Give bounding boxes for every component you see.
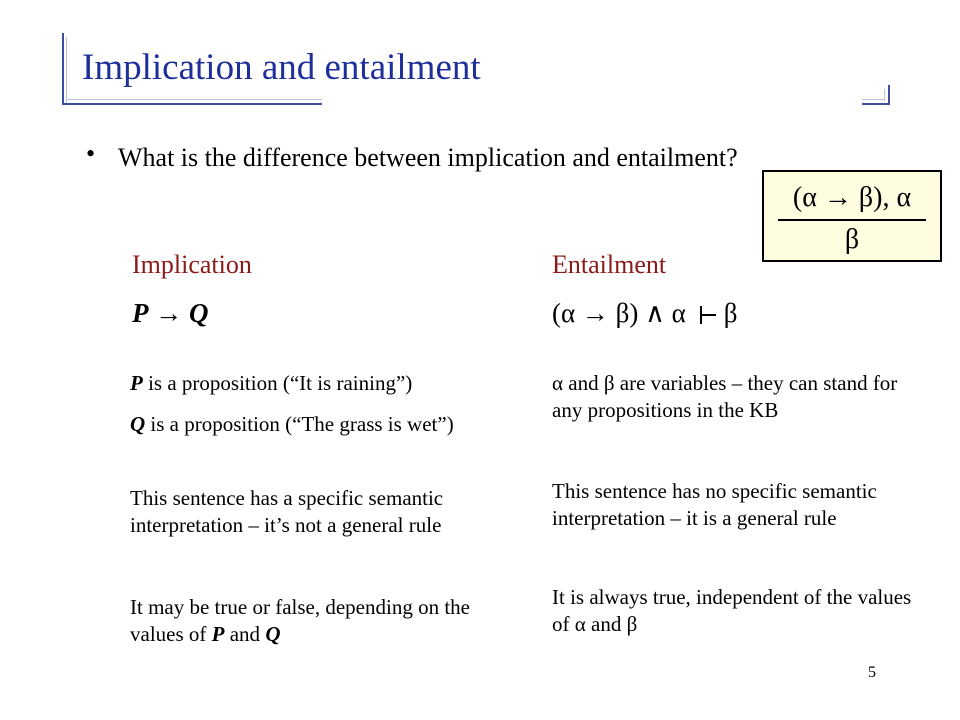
entailment-para-1: α and β are variables – they can stand for any propositions in the KB bbox=[552, 371, 898, 422]
formula-q: Q bbox=[189, 298, 209, 328]
para-text: and bbox=[224, 622, 266, 646]
implication-heading: Implication bbox=[132, 250, 252, 279]
rule-premises: (α → β), α bbox=[792, 182, 912, 213]
implication-para-4 bbox=[130, 594, 500, 648]
rule-divider bbox=[778, 219, 926, 221]
entailment-heading: Entailment bbox=[552, 250, 667, 279]
slide-title: Implication and entailment bbox=[82, 47, 481, 88]
var-q: Q bbox=[130, 412, 146, 436]
var-q: Q bbox=[265, 622, 281, 646]
rule-conclusion: β bbox=[844, 224, 860, 255]
formula-left: (α → β) ∧ α bbox=[552, 298, 686, 328]
implication-para-1 bbox=[130, 370, 500, 397]
entailment-para-2: This sentence has no specific semantic interpretation – it is a general rule bbox=[552, 479, 877, 530]
var-p: P bbox=[211, 622, 225, 646]
turnstile-icon bbox=[696, 302, 718, 324]
para-text: is a proposition (“The grass is wet”) bbox=[145, 412, 454, 436]
bullet-question: What is the difference between implication and entailment? bbox=[118, 143, 738, 172]
implication-formula bbox=[132, 298, 209, 329]
entailment-formula bbox=[552, 298, 738, 329]
implication-para-2 bbox=[130, 411, 500, 438]
bullet-icon: • bbox=[86, 139, 96, 168]
formula-p: P bbox=[132, 298, 149, 328]
implication-para-3: This sentence has a specific semantic interpretation – it’s not a general rule bbox=[130, 486, 444, 537]
para-text: It may be true or false, depending on the values of bbox=[130, 595, 470, 646]
inference-rule-box bbox=[762, 170, 942, 262]
formula-arrow: → bbox=[155, 298, 183, 328]
entailment-para-3: It is always true, independent of the values of α and β bbox=[552, 585, 912, 636]
para-text: is a proposition (“It is raining”) bbox=[142, 371, 413, 395]
page-number: 5 bbox=[868, 664, 876, 681]
formula-right: β bbox=[723, 298, 738, 328]
var-p: P bbox=[130, 371, 143, 395]
